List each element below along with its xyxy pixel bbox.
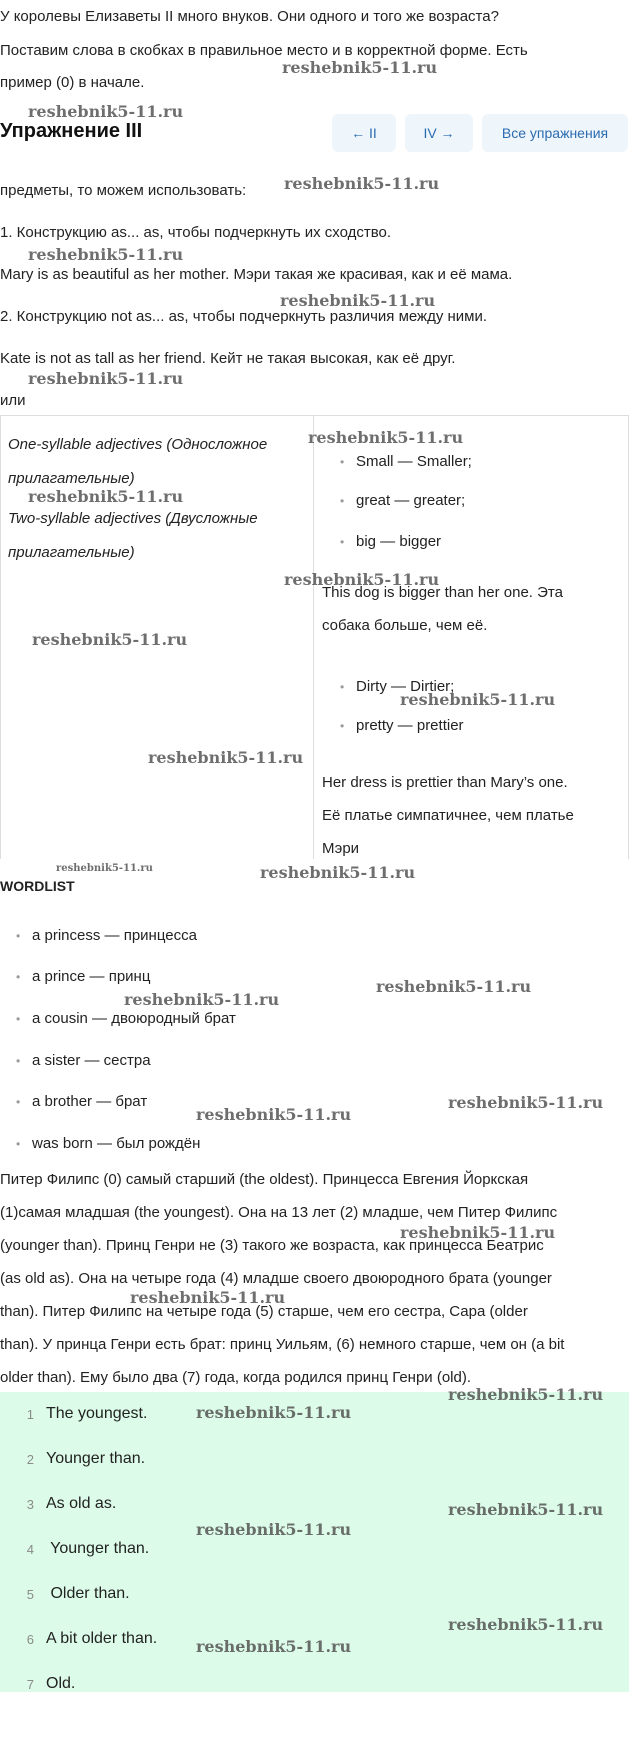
watermark: reshebnik5-11.ru — [130, 1288, 286, 1307]
example-2b: Её платье симпатичнее, чем платье — [322, 807, 574, 824]
list-item: • big — bigger — [356, 531, 441, 553]
watermark: reshebnik5-11.ru — [28, 369, 184, 388]
list-item: • a prince — принц — [32, 966, 150, 988]
table-border-left — [0, 416, 1, 859]
watermark: reshebnik5-11.ru — [28, 245, 184, 264]
task-line-3: (younger than). Принц Генри не (3) такого же возраста, как принцесса Беатрис — [0, 1237, 544, 1254]
watermark: reshebnik5-11.ru — [196, 1403, 352, 1422]
list-item: • was born — был рождён — [32, 1133, 200, 1155]
prev-exercise-button[interactable]: ← II — [332, 114, 396, 152]
watermark: reshebnik5-11.ru — [284, 570, 440, 589]
watermark: reshebnik5-11.ru — [400, 1223, 556, 1242]
watermark: reshebnik5-11.ru — [448, 1385, 604, 1404]
answer-row — [0, 1527, 149, 1571]
two-syllable-heading-b: прилагательные) — [8, 544, 135, 561]
watermark: reshebnik5-11.ru — [28, 487, 184, 506]
answer-number: 1 — [26, 1406, 34, 1422]
list-item: • Dirty — Dirtier; — [356, 676, 454, 698]
answer-row — [0, 1392, 147, 1436]
all-exercises-button[interactable]: Все упражнения — [482, 114, 628, 152]
one-syllable-heading-a: One-syllable adjectives (Односложное — [8, 436, 268, 453]
list-item: • a cousin — двоюродный брат — [32, 1008, 236, 1030]
example-1a: This dog is bigger than her one. Эта — [322, 584, 563, 601]
list-item: • Small — Smaller; — [356, 451, 472, 473]
task-line-4: (as old as). Она на четыре года (4) младше своего двоюродного брата (younger — [0, 1270, 552, 1287]
watermark: reshebnik5-11.ru — [56, 863, 153, 874]
answer-text: As old as. — [46, 1495, 117, 1512]
one-syllable-heading-b: прилагательные) — [8, 470, 135, 487]
watermark: reshebnik5-11.ru — [448, 1093, 604, 1112]
watermark: reshebnik5-11.ru — [196, 1637, 352, 1656]
answer-number: 2 — [26, 1451, 34, 1467]
answer-row — [0, 1617, 157, 1661]
watermark: reshebnik5-11.ru — [28, 102, 184, 121]
intro-line-3: пример (0) в начале. — [0, 74, 145, 91]
watermark: reshebnik5-11.ru — [260, 863, 416, 882]
watermark: reshebnik5-11.ru — [196, 1105, 352, 1124]
example-2c: Мэри — [322, 840, 360, 857]
watermark: reshebnik5-11.ru — [284, 174, 440, 193]
theory-line-2: 1. Конструкцию as... as, чтобы подчеркнуть их сходство. — [0, 224, 392, 241]
theory-line-6: или — [0, 392, 26, 409]
watermark: reshebnik5-11.ru — [376, 977, 532, 996]
watermark: reshebnik5-11.ru — [448, 1615, 604, 1634]
watermark: reshebnik5-11.ru — [196, 1520, 352, 1539]
next-exercise-button[interactable]: IV → — [405, 114, 473, 152]
watermark: reshebnik5-11.ru — [124, 990, 280, 1009]
watermark: reshebnik5-11.ru — [308, 428, 464, 447]
answer-row — [0, 1437, 145, 1481]
task-line-1: Питер Филипс (0) самый старший (the oldest). Принцесса Евгения Йоркская — [0, 1171, 529, 1188]
answer-number: 6 — [26, 1631, 34, 1647]
watermark: reshebnik5-11.ru — [282, 58, 438, 77]
list-item: • a brother — брат — [32, 1091, 147, 1113]
example-2a: Her dress is prettier than Mary’s one. — [322, 774, 568, 791]
answer-text: A bit older than. — [46, 1630, 158, 1647]
answer-number: 5 — [26, 1586, 34, 1602]
page-title: Упражнение III — [0, 120, 143, 142]
two-syllable-heading-a: Two-syllable adjectives (Двусложные — [8, 510, 258, 527]
list-item: • pretty — prettier — [356, 715, 464, 737]
watermark: reshebnik5-11.ru — [148, 748, 304, 767]
task-line-2: (1)самая младшая (the youngest). Она на 13 лет (2) младше, чем Питер Филипс — [0, 1204, 558, 1221]
list-item: • a sister — сестра — [32, 1050, 151, 1072]
wordlist-heading: WORDLIST — [0, 878, 75, 894]
answer-text: Younger than. — [46, 1450, 146, 1467]
theory-line-5: Kate is not as tall as her friend. Кейт не такая высокая, как её друг. — [0, 350, 456, 367]
answer-number: 7 — [26, 1676, 34, 1692]
list-item: • a princess — принцесса — [32, 925, 197, 947]
intro-line-2: Поставим слова в скобках в правильное место и в корректной форме. Есть — [0, 42, 528, 59]
intro-line-1: У королевы Елизаветы II много внуков. Они одного и того же возраста? — [0, 8, 499, 25]
answer-row — [0, 1662, 75, 1706]
table-divider — [313, 416, 314, 859]
answer-text: Younger than. — [46, 1540, 150, 1557]
theory-line-3: Mary is as beautiful as her mother. Мэри такая же красивая, как и её мама. — [0, 266, 513, 283]
answer-row — [0, 1482, 116, 1526]
watermark: reshebnik5-11.ru — [280, 291, 436, 310]
watermark: reshebnik5-11.ru — [400, 690, 556, 709]
watermark: reshebnik5-11.ru — [32, 630, 188, 649]
example-1b: собака больше, чем её. — [322, 617, 488, 634]
answer-text: Older than. — [46, 1585, 130, 1602]
theory-line-4: 2. Конструкцию not as... as, чтобы подчеркнуть различия между ними. — [0, 308, 488, 325]
task-line-5: than). Питер Филипс на четыре года (5) старше, чем его сестра, Сара (older — [0, 1303, 528, 1320]
theory-line-1: предметы, то можем использовать: — [0, 182, 247, 199]
watermark: reshebnik5-11.ru — [448, 1500, 604, 1519]
answer-number: 3 — [26, 1496, 34, 1512]
table-border-right — [628, 416, 629, 859]
answer-row — [0, 1572, 130, 1616]
list-item: • great — greater; — [356, 490, 465, 512]
answer-text: The youngest. — [46, 1405, 148, 1422]
task-line-7: older than). Ему было два (7) года, когда родился принц Генри (old). — [0, 1369, 472, 1386]
answer-number: 4 — [26, 1541, 34, 1557]
answer-text: Old. — [46, 1675, 76, 1692]
task-line-6: than). У принца Генри есть брат: принц Уильям, (6) немного старше, чем он (a bit — [0, 1336, 565, 1353]
